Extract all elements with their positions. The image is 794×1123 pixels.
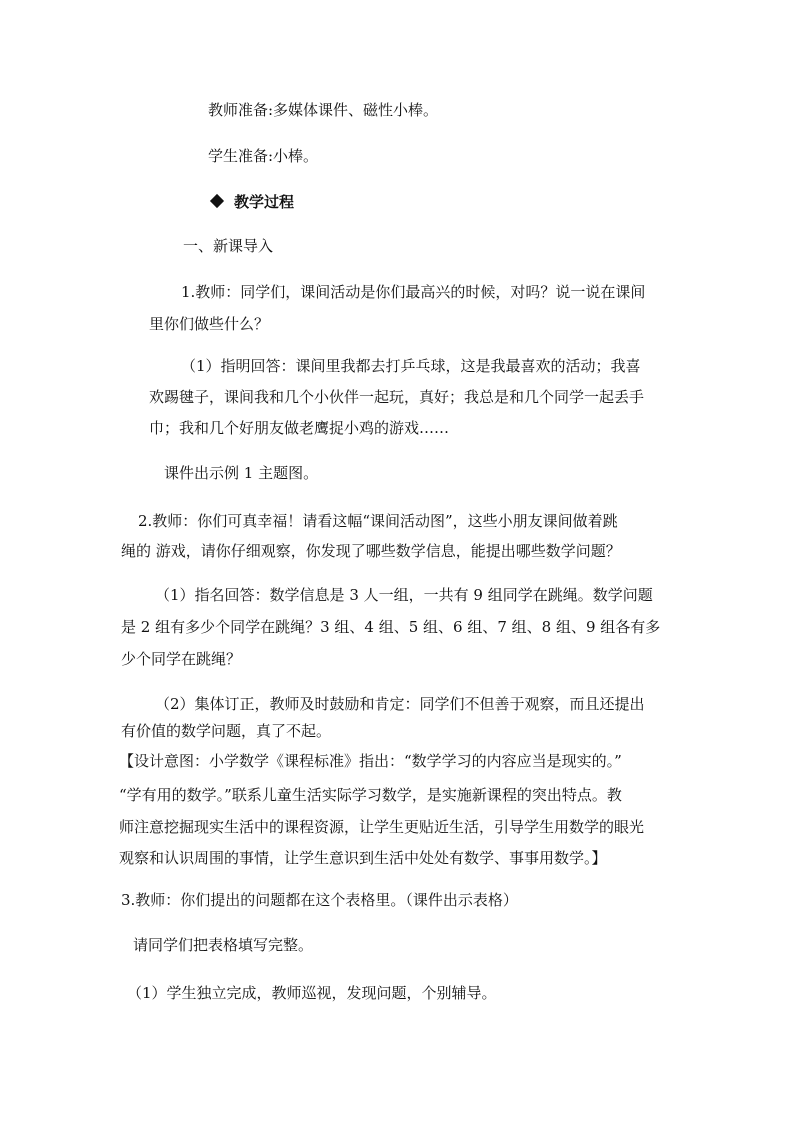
section-heading-text: 教学过程	[234, 193, 295, 211]
diamond-bullet-icon	[210, 194, 224, 208]
step2-answer1-line3: 少个同学在跳绳？	[121, 650, 242, 668]
step2-line1: 2.教师：你们可真幸福！请看这幅“课间活动图”，这些小朋友课间做着跳	[138, 512, 618, 530]
section-heading	[212, 192, 294, 212]
step2-answer2-line1: （2）集体订正，教师及时鼓励和肯定：同学们不但善于观察，而且还提出	[155, 695, 645, 713]
step1-answer-line1: （1）指明回答：课间里我都去打乒乓球，这是我最喜欢的活动；我喜	[181, 357, 641, 375]
step1-line1: 1.教师：同学们，课间活动是你们最高兴的时候，对吗？说一说在课间	[181, 283, 646, 301]
step1-answer-line2: 欢踢毽子，课间我和几个小伙伴一起玩，真好；我总是和几个同学一起丢手	[149, 388, 645, 406]
step2-answer1-line1: （1）指名回答：数学信息是 3 人一组，一共有 9 组同学在跳绳。数学问题	[155, 586, 653, 604]
teacher-prep: 教师准备:多媒体课件、磁性小棒。	[208, 101, 439, 119]
step2-line2: 绳的 游戏，请你仔细观察，你发现了哪些数学信息，能提出哪些数学问题？	[121, 542, 621, 560]
step3-line1: 3.教师：你们提出的问题都在这个表格里。（课件出示表格）	[121, 891, 518, 909]
step2-answer1-line2: 是 2 组有多少个同学在跳绳？3 组、4 组、5 组、6 组、7 组、8 组、9 组各有多	[121, 618, 661, 636]
design-intent-line1: 【设计意图：小学数学《课程标准》指出：“数学学习的内容应当是现实的。”	[119, 752, 622, 770]
step1-answer-line3: 巾；我和几个好朋友做老鹰捉小鸡的游戏……	[149, 419, 450, 437]
design-intent-line3: 师注意挖掘现实生活中的课程资源，让学生更贴近生活，引导学生用数学的眼光	[119, 818, 645, 836]
step1-line2: 里你们做些什么？	[149, 315, 270, 333]
step3-line3: （1）学生独立完成，教师巡视，发现问题，个别辅导。	[127, 984, 497, 1002]
design-intent-line2: “学有用的数学。”联系儿童生活实际学习数学，是实施新课程的突出特点。教	[119, 786, 622, 804]
step3-line2: 请同学们把表格填写完整。	[133, 936, 314, 954]
design-intent-line4: 观察和认识周围的事情，让学生意识到生活中处处有数学、事事用数学。】	[119, 849, 607, 867]
student-prep: 学生准备:小棒。	[208, 147, 319, 165]
step2-answer2-line2: 有价值的数学问题，真了不起。	[121, 722, 332, 740]
step1-show: 课件出示例 1 主题图。	[164, 464, 319, 482]
part1-title: 一、新课导入	[183, 237, 274, 255]
